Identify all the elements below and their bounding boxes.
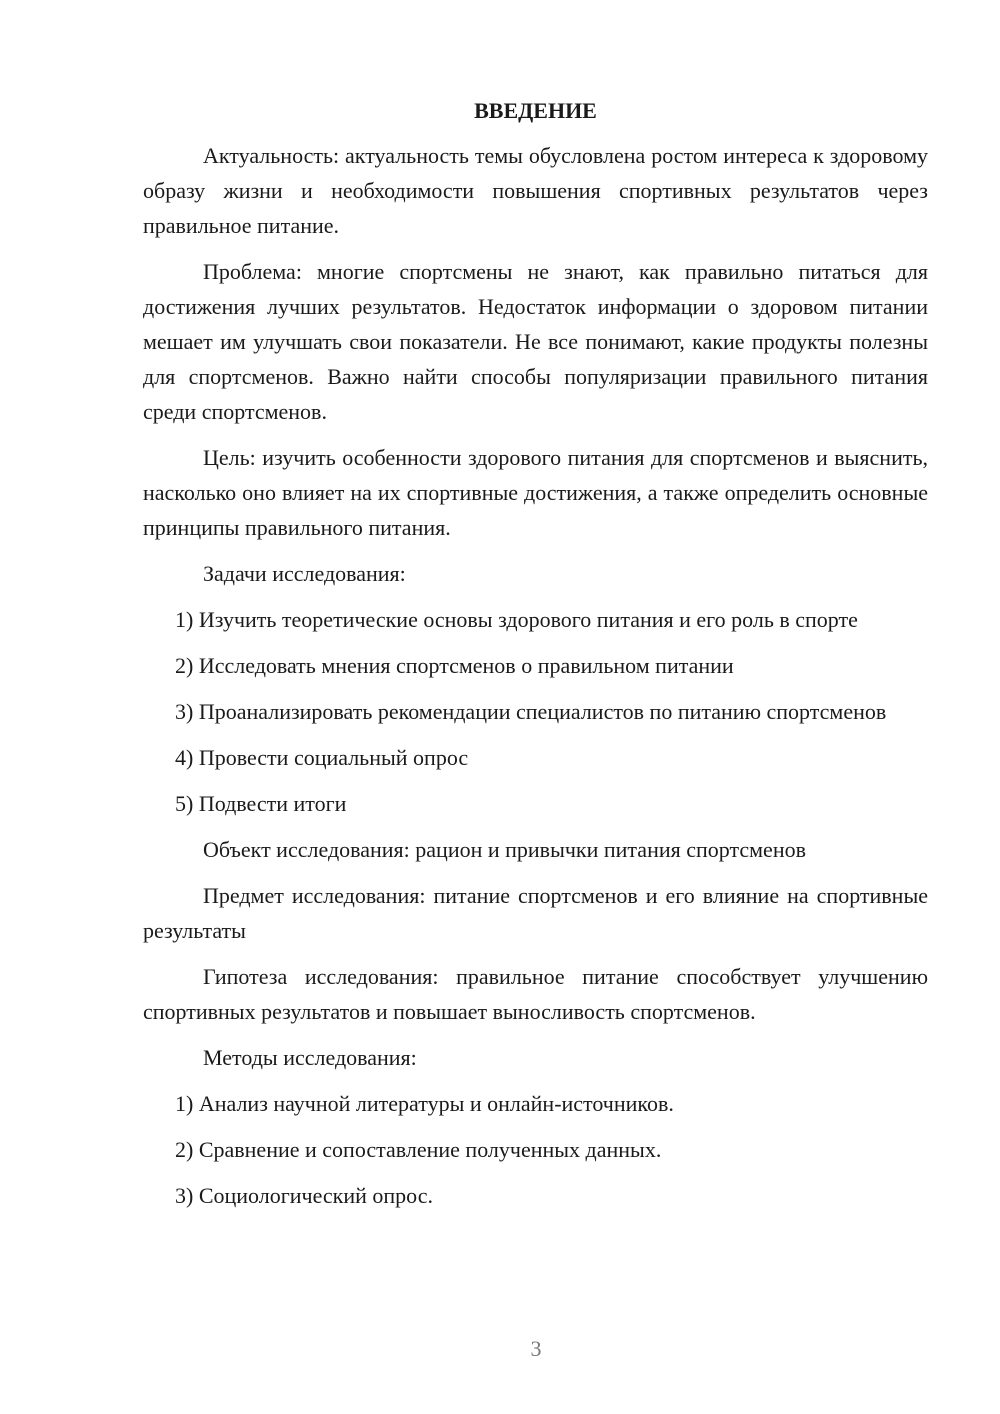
task-item: 4) Провести социальный опрос <box>175 745 469 770</box>
goal-paragraph: Цель: изучить особенности здорового питания для спортсменов и выяснить, насколько оно влияет на их спортивные достижения, а также определить основные принципы правильного питания. <box>143 445 928 540</box>
method-item: 2) Сравнение и сопоставление полученных данных. <box>175 1137 662 1162</box>
task-item: 2) Исследовать мнения спортсменов о правильном питании <box>175 653 734 678</box>
methods-title: Методы исследования: <box>203 1045 417 1070</box>
task-item: 3) Проанализировать рекомендации специалистов по питанию спортсменов <box>175 699 887 724</box>
task-item: 5) Подвести итоги <box>175 791 347 816</box>
relevance-paragraph: Актуальность: актуальность темы обусловлена ростом интереса к здоровому образу жизни и необходимости повышения спортивных результатов через правильное питание. <box>143 143 928 238</box>
document-page <box>143 93 928 1213</box>
method-item: 3) Социологический опрос. <box>175 1183 433 1208</box>
method-item: 1) Анализ научной литературы и онлайн-источников. <box>175 1091 674 1116</box>
page-number: 3 <box>530 1336 542 1361</box>
tasks-title: Задачи исследования: <box>203 561 406 586</box>
task-item: 1) Изучить теоретические основы здорового питания и его роль в спорте <box>175 607 858 632</box>
subject-paragraph: Предмет исследования: питание спортсменов и его влияние на спортивные результаты <box>143 883 928 943</box>
hypothesis-paragraph: Гипотеза исследования: правильное питание способствует улучшению спортивных результатов и повышает выносливость спортсменов. <box>143 964 928 1024</box>
problem-paragraph: Проблема: многие спортсмены не знают, как правильно питаться для достижения лучших результатов. Недостаток информации о здоровом питании мешает им улучшать свои показатели. Не все понимают, какие продукты полезны для спортсменов. Важно найти способы популяризации правильного питания среди спортсменов. <box>143 259 928 424</box>
object-paragraph: Объект исследования: рацион и привычки питания спортсменов <box>203 837 806 862</box>
section-heading: ВВЕДЕНИЕ <box>474 98 597 123</box>
